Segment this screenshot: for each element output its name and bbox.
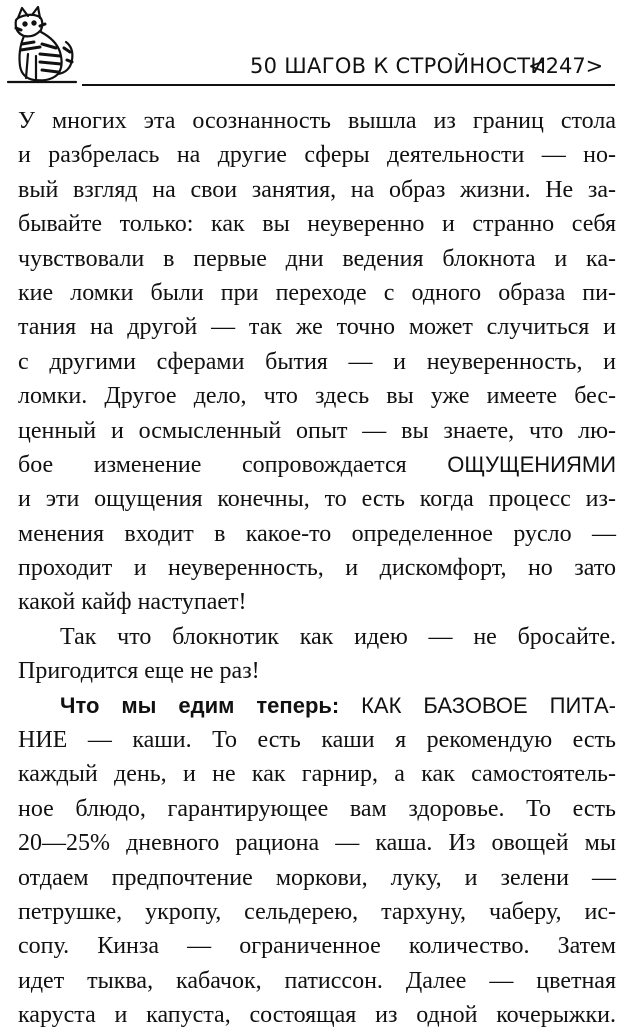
text-line: отдаем предпочтение моркови, луку, и зелени — <box>18 864 616 891</box>
text-line: и эти ощущения конечны, то есть когда процесс из- <box>18 486 616 513</box>
text-line: проходит и неуверенность, и дискомфорт, но зато <box>18 555 616 582</box>
text-line: Пригодится еще не раз! <box>18 658 260 685</box>
text-line: чувствовали в первые дни ведения блокнота и ка- <box>18 245 616 272</box>
text-line: и разбрелась на другие сферы деятельности — но- <box>18 142 616 169</box>
text-line: бывайте только: как вы неуверенно и странно себя <box>18 211 616 238</box>
text-line: ное блюдо, гарантирующее вам здоровье. То есть <box>18 795 616 822</box>
text-line: сопу. Кинза — ограниченное количество. Затем <box>18 933 616 960</box>
header-divider <box>82 84 615 86</box>
page-header <box>0 0 620 92</box>
text-line: какой кайф наступает! <box>18 589 247 616</box>
text-line: 20—25% дневного рациона — каша. Из овощей мы <box>18 830 616 857</box>
text-line <box>18 448 616 482</box>
text-line <box>18 689 616 723</box>
text-line: Так что блокнотик как идею — не бросайте. <box>60 623 616 650</box>
text-line: идет тыква, кабачок, патиссон. Далее — цветная <box>18 967 616 994</box>
text-line: НИЕ — каши. То есть каши я рекомендую есть <box>18 727 616 754</box>
body-text <box>18 104 616 1033</box>
text-line: с другими сферами бытия — и неуверенность, и <box>18 348 616 375</box>
running-title: 50 ШАГОВ К СТРОЙНОСТИ <box>250 54 547 78</box>
text-segment: бое изменение сопровождается <box>18 451 407 478</box>
text-line: менения входит в какое-то определенное русло — <box>18 520 616 547</box>
emphasis-caps: КАК БАЗОВОЕ ПИТА- <box>361 692 616 718</box>
text-line: ценный и осмысленный опыт — вы знаете, что лю- <box>18 417 616 444</box>
text-line: каруста и капуста, состоящая из одной кочерыжки. <box>18 1002 616 1029</box>
page-number: <247> <box>528 54 604 78</box>
emphasis-caps: ОЩУЩЕНИЯМИ <box>447 451 617 477</box>
text-line: тания на другой — так же точно может случиться и <box>18 314 616 341</box>
bold-lead: Что мы едим теперь: <box>60 692 340 718</box>
text-line: петрушке, укропу, сельдерею, тархуну, чаберу, ис- <box>18 898 616 925</box>
text-line: ломки. Другое дело, что здесь вы уже имеете бес- <box>18 383 616 410</box>
text-line: У многих эта осознанность вышла из границ стола <box>18 108 616 134</box>
striped-cat-icon <box>4 4 78 84</box>
text-line: кие ломки были при переходе с одного образа пи- <box>18 279 616 306</box>
text-line: вый взгляд на свои занятия, на образ жизни. Не за- <box>18 176 616 203</box>
text-line: каждый день, и не как гарнир, а как самостоятель- <box>18 761 616 788</box>
